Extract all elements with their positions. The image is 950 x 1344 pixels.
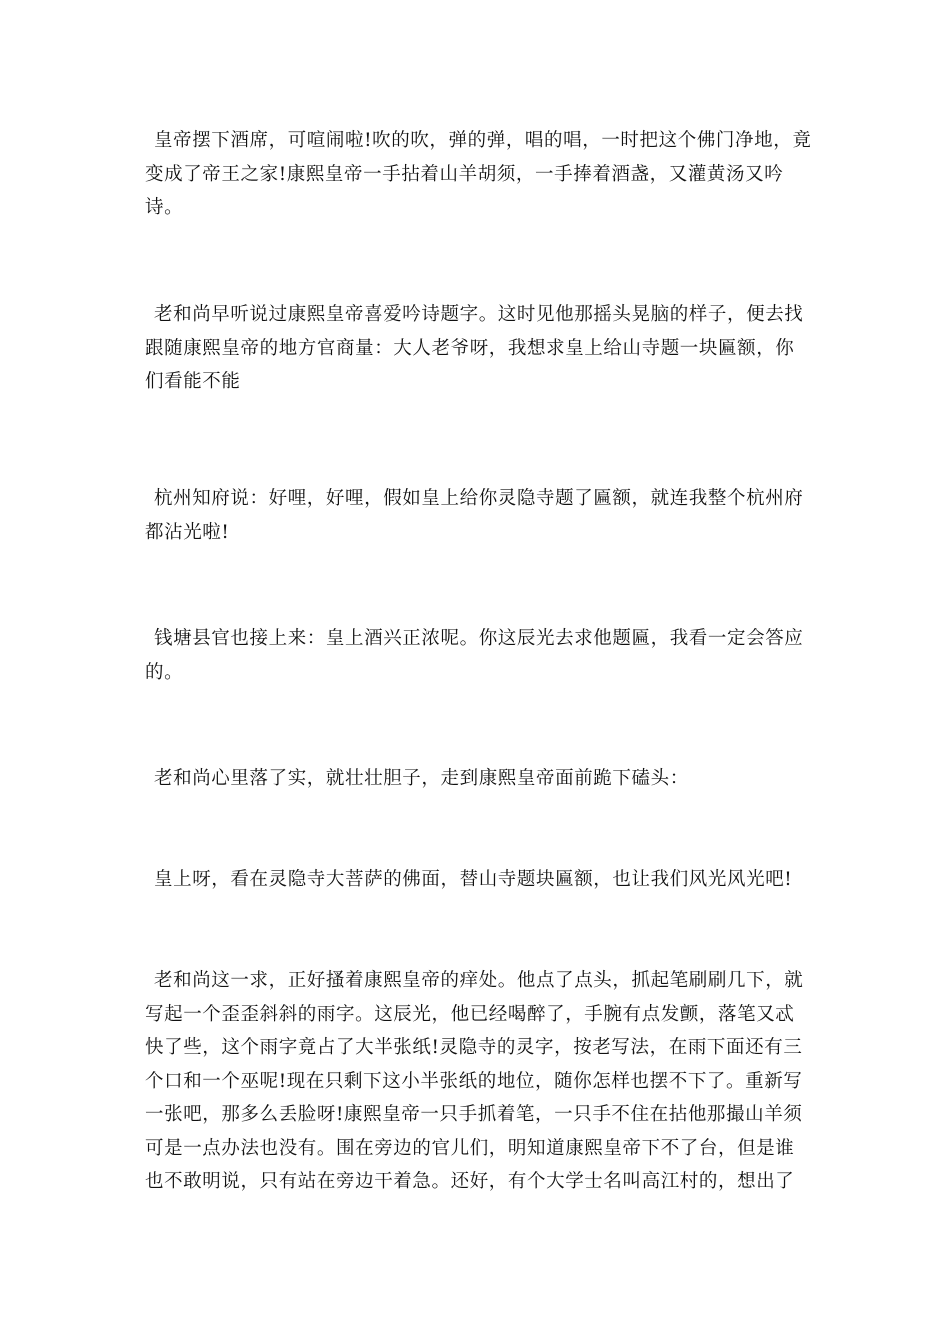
paragraph-emperor-writes: 老和尚这一求，正好搔着康熙皇帝的痒处。他点了点头，抓起笔刷刷几下，就写起一个歪歪斜斜的雨字。这辰光，他已经喝醉了，手腕有点发颤，落笔又忒快了些，这个雨字竟占了大半张纸!灵隐寺的灵字，按老写法，在雨下面还有三个口和一个巫呢!现在只剩下这小半张纸的地位，随你怎样也摆不下了。重新写一张吧，那多么丢脸呀!康熙皇帝一只手抓着笔，一只手不住在拈他那撮山羊须可是一点办法也没有。围在旁边的官儿们，明知道康熙皇帝下不了台，但是谁也不敢明说，只有站在旁边干着急。还好，有个大学士名叫高江村的，想出了: [145, 970, 804, 1192]
paragraph-abbot-request: 老和尚早听说过康熙皇帝喜爱吟诗题字。这时见他那摇头晃脑的样子，便去找跟随康熙皇帝的地方官商量：大人老爷呀，我想求皇上给山寺题一块匾额，你们看能不能: [145, 304, 804, 392]
paragraph-banquet: 皇帝摆下酒席，可喧闹啦!吹的吹，弹的弹，唱的唱，一时把这个佛门净地，竟变成了帝王之家!康熙皇帝一手拈着山羊胡须，一手捧着酒盏，又灌黄汤又吟诗。: [145, 130, 812, 218]
paragraph-abbot-kneels: 老和尚心里落了实，就壮壮胆子，走到康熙皇帝面前跪下磕头：: [154, 768, 689, 789]
paragraph-hangzhou-prefect: 杭州知府说：好哩，好哩，假如皇上给你灵隐寺题了匾额，就连我整个杭州府都沾光啦!: [145, 488, 804, 543]
paragraph-qiantang-magistrate: 钱塘县官也接上来：皇上酒兴正浓呢。你这辰光去求他题匾，我看一定会答应的。: [145, 628, 804, 683]
paragraph-abbot-plea: 皇上呀，看在灵隐寺大菩萨的佛面，替山寺题块匾额，也让我们风光风光吧!: [154, 869, 793, 890]
